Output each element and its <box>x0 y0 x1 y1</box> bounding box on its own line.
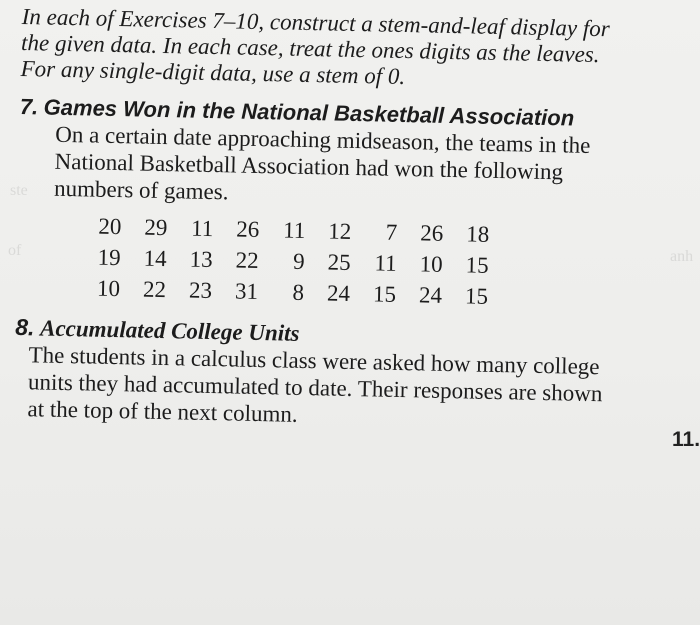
data-value: 26 <box>236 216 260 242</box>
data-value: 13 <box>189 246 213 272</box>
bleed-through-text: of <box>8 242 22 259</box>
exercise-8-number: 8. <box>14 313 35 341</box>
data-value: 15 <box>464 282 489 309</box>
data-value: 24 <box>326 279 351 306</box>
data-value: 10 <box>419 250 443 277</box>
exercise-8 <box>13 314 615 435</box>
exercise-8-title: Accumulated College Units <box>39 315 300 346</box>
data-value: 14 <box>143 245 167 271</box>
data-value: 11 <box>190 215 214 241</box>
data-value: 18 <box>466 220 490 247</box>
data-value: 7 <box>385 219 398 245</box>
data-value: 9 <box>292 248 305 274</box>
exercise-7-text: On a certain date approaching midseason, the teams in the National Basketball Association had won the following numbers of games. <box>53 121 591 205</box>
exercise-7 <box>16 94 620 315</box>
bleed-through-text: anh <box>670 248 694 265</box>
games-won-data-table <box>82 210 498 312</box>
data-value: 15 <box>465 251 489 278</box>
data-value: 15 <box>372 280 397 307</box>
data-value: 31 <box>234 278 259 304</box>
data-value: 11 <box>374 249 397 276</box>
data-value: 22 <box>235 247 259 273</box>
data-value: 10 <box>96 275 121 301</box>
data-value: 19 <box>97 244 121 270</box>
exercise-instructions: In each of Exercises 7–10, construct a stem-and-leaf display for the given data. In each case, treat the ones digits as the leaves. For any single-digit data, use a stem of 0. <box>20 4 610 90</box>
data-value: 24 <box>418 281 443 308</box>
exercise-7-number: 7. <box>19 93 39 120</box>
exercise-7-title: Games Won in the National Basketball Association <box>43 94 575 131</box>
data-value: 22 <box>142 276 167 302</box>
data-value: 11 <box>282 217 306 243</box>
exercise-8-text: The students in a calculus class were asked how many college units they had accumulated to date. Their responses are shown at the top of the next column. <box>27 342 603 427</box>
bleed-through-text: ste <box>10 182 28 199</box>
page-content <box>13 4 622 434</box>
data-value: 8 <box>292 279 305 305</box>
data-value: 29 <box>144 214 168 240</box>
data-value: 20 <box>98 213 122 239</box>
data-value: 12 <box>328 217 352 244</box>
next-column-exercise-number: 11. <box>672 428 700 451</box>
data-value: 23 <box>188 277 213 303</box>
data-value: 25 <box>327 248 351 275</box>
data-value: 26 <box>420 219 444 246</box>
